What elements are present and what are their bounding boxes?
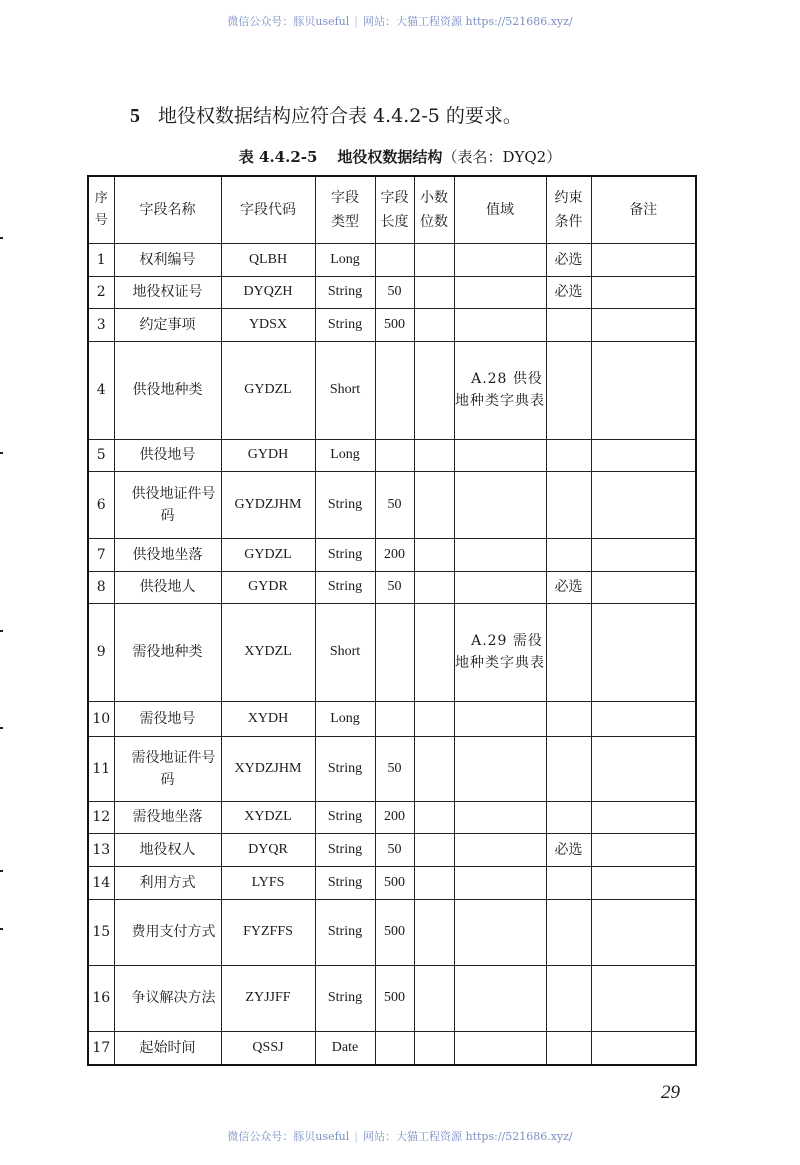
- watermark-top: [0, 13, 800, 29]
- cell-field-type: String: [315, 471, 375, 538]
- cell-row-index: 6: [88, 471, 114, 538]
- cell-field-code: ZYJJFF: [221, 965, 315, 1031]
- caption-table-name: （表名：DYQ2）: [442, 148, 562, 166]
- cell-remark: [591, 866, 696, 899]
- cell-field-name: 地役权人: [114, 833, 221, 866]
- cell-row-index: 2: [88, 276, 114, 308]
- table-row: [88, 701, 696, 736]
- cell-constraint: [546, 538, 591, 571]
- cell-constraint: [546, 736, 591, 801]
- cell-value-domain: [454, 1031, 546, 1065]
- margin-mark: [0, 237, 3, 239]
- cell-value-domain: [454, 965, 546, 1031]
- cell-remark: [591, 736, 696, 801]
- cell-field-code: GYDZL: [221, 341, 315, 439]
- cell-decimal-places: [414, 571, 454, 603]
- cell-field-type: String: [315, 276, 375, 308]
- cell-value-domain: [454, 801, 546, 833]
- cell-field-code: QLBH: [221, 243, 315, 276]
- cell-field-length: [375, 603, 414, 701]
- cell-field-code: GYDR: [221, 571, 315, 603]
- cell-field-length: 200: [375, 801, 414, 833]
- cell-field-type: String: [315, 801, 375, 833]
- cell-field-code: GYDH: [221, 439, 315, 471]
- cell-decimal-places: [414, 341, 454, 439]
- cell-field-code: GYDZL: [221, 538, 315, 571]
- header-length: 字段长度: [375, 176, 414, 243]
- cell-field-name: 供役地坐落: [114, 538, 221, 571]
- watermark-website: 网站：大猫工程资源 https://521686.xyz/: [363, 15, 573, 28]
- cell-remark: [591, 538, 696, 571]
- cell-field-type: String: [315, 866, 375, 899]
- cell-field-name: 需役地号: [114, 701, 221, 736]
- cell-row-index: 16: [88, 965, 114, 1031]
- cell-field-code: XYDZJHM: [221, 736, 315, 801]
- cell-row-index: 7: [88, 538, 114, 571]
- cell-decimal-places: [414, 538, 454, 571]
- margin-mark: [0, 928, 3, 930]
- cell-value-domain: [454, 538, 546, 571]
- cell-field-code: XYDZL: [221, 603, 315, 701]
- cell-value-domain: [454, 866, 546, 899]
- cell-field-name: 需役地证件号码: [114, 736, 221, 801]
- cell-field-name: 供役地种类: [114, 341, 221, 439]
- cell-decimal-places: [414, 899, 454, 965]
- cell-field-type: Short: [315, 341, 375, 439]
- cell-remark: [591, 243, 696, 276]
- table-row: [88, 571, 696, 603]
- cell-field-length: 500: [375, 899, 414, 965]
- cell-value-domain: [454, 701, 546, 736]
- cell-constraint: 必选: [546, 243, 591, 276]
- table-row: [88, 341, 696, 439]
- cell-constraint: [546, 899, 591, 965]
- cell-decimal-places: [414, 701, 454, 736]
- cell-field-type: String: [315, 899, 375, 965]
- cell-field-type: Long: [315, 439, 375, 471]
- cell-field-length: 200: [375, 538, 414, 571]
- cell-field-length: 50: [375, 571, 414, 603]
- data-structure-table: [87, 175, 697, 1066]
- cell-remark: [591, 801, 696, 833]
- caption-title: 地役权数据结构: [337, 148, 443, 166]
- cell-decimal-places: [414, 1031, 454, 1065]
- header-code: 字段代码: [221, 176, 315, 243]
- cell-field-type: String: [315, 308, 375, 341]
- cell-row-index: 4: [88, 341, 114, 439]
- cell-field-type: String: [315, 571, 375, 603]
- table-row: [88, 1031, 696, 1065]
- table-row: [88, 801, 696, 833]
- cell-field-code: XYDH: [221, 701, 315, 736]
- cell-field-code: QSSJ: [221, 1031, 315, 1065]
- cell-constraint: 必选: [546, 833, 591, 866]
- cell-constraint: 必选: [546, 276, 591, 308]
- cell-field-name: 地役权证号: [114, 276, 221, 308]
- cell-field-type: Short: [315, 603, 375, 701]
- table-row: [88, 866, 696, 899]
- cell-constraint: [546, 341, 591, 439]
- cell-constraint: [546, 866, 591, 899]
- cell-constraint: [546, 965, 591, 1031]
- cell-decimal-places: [414, 736, 454, 801]
- cell-decimal-places: [414, 439, 454, 471]
- cell-field-length: [375, 1031, 414, 1065]
- margin-mark: [0, 870, 3, 872]
- cell-field-length: 500: [375, 965, 414, 1031]
- cell-value-domain: [454, 571, 546, 603]
- cell-remark: [591, 1031, 696, 1065]
- cell-constraint: [546, 603, 591, 701]
- cell-value-domain: [454, 471, 546, 538]
- cell-field-code: XYDZL: [221, 801, 315, 833]
- cell-decimal-places: [414, 276, 454, 308]
- table-row: [88, 243, 696, 276]
- cell-field-name: 起始时间: [114, 1031, 221, 1065]
- cell-row-index: 13: [88, 833, 114, 866]
- margin-mark: [0, 452, 3, 454]
- cell-decimal-places: [414, 471, 454, 538]
- watermark-wechat: 微信公众号：豚贝useful: [227, 15, 350, 28]
- cell-remark: [591, 471, 696, 538]
- cell-field-type: Long: [315, 243, 375, 276]
- cell-value-domain: [454, 899, 546, 965]
- cell-row-index: 3: [88, 308, 114, 341]
- cell-field-length: 50: [375, 276, 414, 308]
- cell-remark: [591, 439, 696, 471]
- cell-field-length: 50: [375, 833, 414, 866]
- cell-value-domain: A.29 需役地种类字典表: [454, 603, 546, 701]
- cell-field-name: 权利编号: [114, 243, 221, 276]
- table-row: [88, 736, 696, 801]
- header-type: 字段类型: [315, 176, 375, 243]
- cell-row-index: 5: [88, 439, 114, 471]
- cell-field-name: 利用方式: [114, 866, 221, 899]
- cell-row-index: 8: [88, 571, 114, 603]
- page-number: 29: [661, 1082, 680, 1103]
- header-idx: 序号: [88, 176, 114, 243]
- margin-mark: [0, 630, 3, 632]
- cell-constraint: [546, 801, 591, 833]
- header-constraint: 约束条件: [546, 176, 591, 243]
- cell-field-type: String: [315, 833, 375, 866]
- cell-remark: [591, 571, 696, 603]
- cell-remark: [591, 603, 696, 701]
- watermark-separator: |: [354, 1130, 358, 1143]
- cell-value-domain: [454, 243, 546, 276]
- watermark-wechat: 微信公众号：豚贝useful: [227, 1130, 350, 1143]
- cell-field-name: 约定事项: [114, 308, 221, 341]
- table-caption: [0, 146, 800, 167]
- cell-decimal-places: [414, 801, 454, 833]
- cell-field-name: 需役地坐落: [114, 801, 221, 833]
- table-row: [88, 899, 696, 965]
- cell-remark: [591, 701, 696, 736]
- margin-mark: [0, 727, 3, 729]
- cell-value-domain: A.28 供役地种类字典表: [454, 341, 546, 439]
- cell-field-length: 50: [375, 471, 414, 538]
- cell-field-length: [375, 341, 414, 439]
- cell-field-code: DYQZH: [221, 276, 315, 308]
- watermark-bottom: [0, 1128, 800, 1144]
- cell-decimal-places: [414, 833, 454, 866]
- cell-remark: [591, 965, 696, 1031]
- cell-remark: [591, 341, 696, 439]
- cell-constraint: [546, 471, 591, 538]
- cell-constraint: [546, 701, 591, 736]
- cell-row-index: 9: [88, 603, 114, 701]
- cell-field-name: 供役地号: [114, 439, 221, 471]
- heading-text: 地役权数据结构应符合表 4.4.2-5 的要求。: [158, 105, 522, 127]
- cell-value-domain: [454, 833, 546, 866]
- cell-constraint: [546, 439, 591, 471]
- cell-field-length: 500: [375, 866, 414, 899]
- cell-row-index: 12: [88, 801, 114, 833]
- cell-decimal-places: [414, 965, 454, 1031]
- table-row: [88, 471, 696, 538]
- cell-field-length: 50: [375, 736, 414, 801]
- cell-field-code: FYZFFS: [221, 899, 315, 965]
- table-row: [88, 308, 696, 341]
- cell-row-index: 10: [88, 701, 114, 736]
- cell-field-code: GYDZJHM: [221, 471, 315, 538]
- cell-constraint: [546, 1031, 591, 1065]
- table-row: [88, 439, 696, 471]
- cell-decimal-places: [414, 603, 454, 701]
- table-row: [88, 965, 696, 1031]
- cell-field-name: 需役地种类: [114, 603, 221, 701]
- cell-field-length: [375, 439, 414, 471]
- cell-row-index: 15: [88, 899, 114, 965]
- cell-field-name: 费用支付方式: [114, 899, 221, 965]
- header-domain: 值域: [454, 176, 546, 243]
- header-decimals: 小数位数: [414, 176, 454, 243]
- cell-row-index: 1: [88, 243, 114, 276]
- cell-field-code: DYQR: [221, 833, 315, 866]
- heading-number: 5: [130, 105, 140, 127]
- cell-value-domain: [454, 308, 546, 341]
- header-name: 字段名称: [114, 176, 221, 243]
- cell-field-type: String: [315, 965, 375, 1031]
- cell-row-index: 14: [88, 866, 114, 899]
- cell-decimal-places: [414, 866, 454, 899]
- cell-field-type: Date: [315, 1031, 375, 1065]
- header-remark: 备注: [591, 176, 696, 243]
- cell-remark: [591, 833, 696, 866]
- cell-field-name: 供役地人: [114, 571, 221, 603]
- table-row: [88, 276, 696, 308]
- cell-field-code: YDSX: [221, 308, 315, 341]
- caption-number: 表 4.4.2-5: [238, 148, 318, 166]
- cell-field-name: 供役地证件号码: [114, 471, 221, 538]
- section-heading: [130, 101, 522, 128]
- cell-constraint: [546, 308, 591, 341]
- table-row: [88, 833, 696, 866]
- cell-row-index: 17: [88, 1031, 114, 1065]
- cell-remark: [591, 308, 696, 341]
- cell-field-length: 500: [375, 308, 414, 341]
- cell-field-type: String: [315, 538, 375, 571]
- cell-decimal-places: [414, 243, 454, 276]
- cell-value-domain: [454, 439, 546, 471]
- cell-value-domain: [454, 736, 546, 801]
- cell-value-domain: [454, 276, 546, 308]
- cell-field-code: LYFS: [221, 866, 315, 899]
- cell-constraint: 必选: [546, 571, 591, 603]
- table-row: [88, 603, 696, 701]
- cell-field-name: 争议解决方法: [114, 965, 221, 1031]
- table-header-row: [88, 176, 696, 243]
- cell-field-length: [375, 243, 414, 276]
- cell-field-type: String: [315, 736, 375, 801]
- table-row: [88, 538, 696, 571]
- watermark-website: 网站：大猫工程资源 https://521686.xyz/: [363, 1130, 573, 1143]
- cell-row-index: 11: [88, 736, 114, 801]
- cell-remark: [591, 899, 696, 965]
- cell-decimal-places: [414, 308, 454, 341]
- cell-remark: [591, 276, 696, 308]
- cell-field-type: Long: [315, 701, 375, 736]
- cell-field-length: [375, 701, 414, 736]
- watermark-separator: |: [354, 15, 358, 28]
